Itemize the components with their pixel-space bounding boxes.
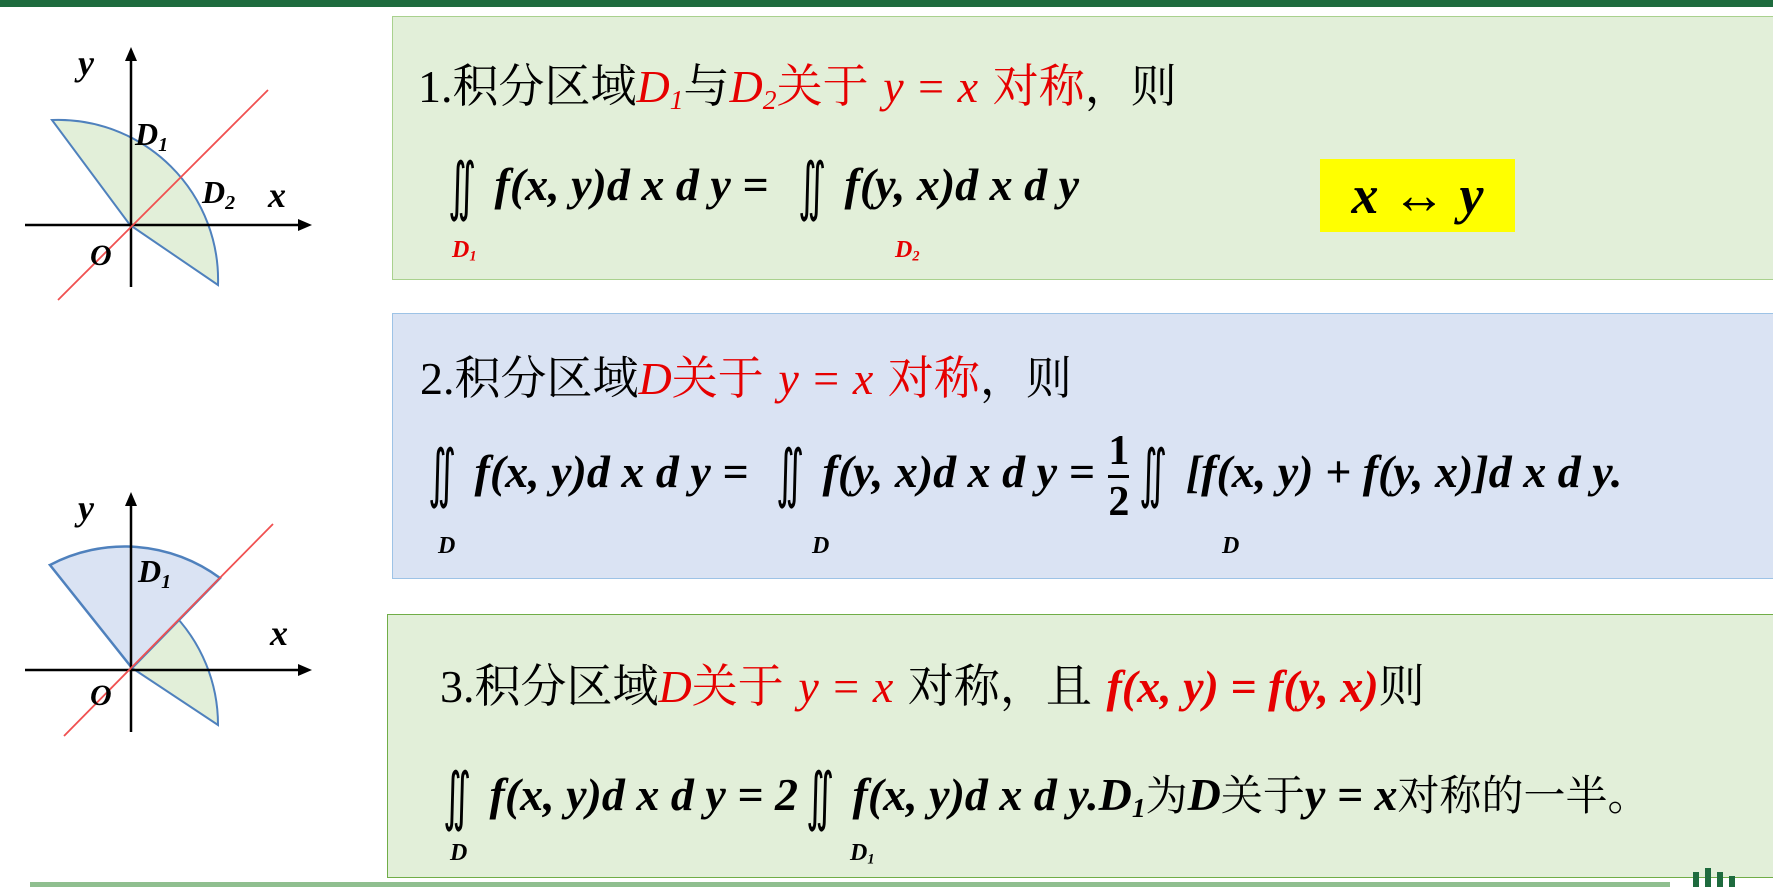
box1-heading: 1.积分区域$D_1$与$D_2$关于 y = x 对称，则 bbox=[418, 59, 1177, 115]
diagram2-y-label: y bbox=[78, 488, 94, 528]
diagram1-region-d2: D2 bbox=[202, 174, 236, 214]
one-half-fraction: $\frac{1}{2}$ bbox=[1108, 428, 1130, 525]
box3-heading: 3.积分区域D关于 y = x 对称，且 f(x, y) = f(y, x)则 bbox=[440, 659, 1425, 713]
swap-highlight: x ↔ y bbox=[1320, 159, 1515, 232]
diagram1-y-label: y bbox=[78, 43, 94, 83]
box3-formula: ∬ f(x, y)d x d y = 2 ∬ f(x, y)d x d $y.D_1$为D关于y = x对称的一半。 bbox=[443, 761, 1650, 832]
top-bar bbox=[0, 0, 1773, 7]
diagram-region-half bbox=[20, 480, 320, 770]
diagram2-x-label: x bbox=[270, 613, 288, 653]
diagram1-x-label: x bbox=[268, 175, 286, 215]
box2-formula: ∬ f(x, y)d x d y = ∬ f(y, x)d x d y = $\frac{1}{2}$ ∬ [f(x, y) + f(y, x)]d x d y. bbox=[428, 428, 1623, 525]
box2-heading: 2.积分区域D关于 y = x 对称，则 bbox=[420, 351, 1072, 405]
box2-sub-3: D bbox=[1222, 533, 1240, 559]
box1-sub-left: $D_1$ bbox=[452, 237, 477, 265]
box3-sub-left: D bbox=[450, 840, 468, 866]
diagram2-region-d1: D1 bbox=[138, 553, 172, 593]
box1-sub-right: $D_2$ bbox=[895, 237, 920, 265]
box2-sub-2: D bbox=[812, 533, 830, 559]
bottom-bar bbox=[30, 882, 1670, 887]
diagram1-origin-label: O bbox=[90, 239, 112, 272]
diagram-symmetric-regions bbox=[20, 35, 320, 325]
box2-sub-1: D bbox=[438, 533, 456, 559]
box3-sub-right: $D_1$ bbox=[850, 840, 875, 868]
diagram2-origin-label: O bbox=[90, 679, 112, 712]
logo-icon bbox=[1683, 868, 1773, 887]
diagram1-region-d1: D1 bbox=[135, 116, 169, 156]
box1-formula: ∬ f(x, y)d x d y = ∬ f(y, x)d x d y bbox=[448, 151, 1080, 222]
